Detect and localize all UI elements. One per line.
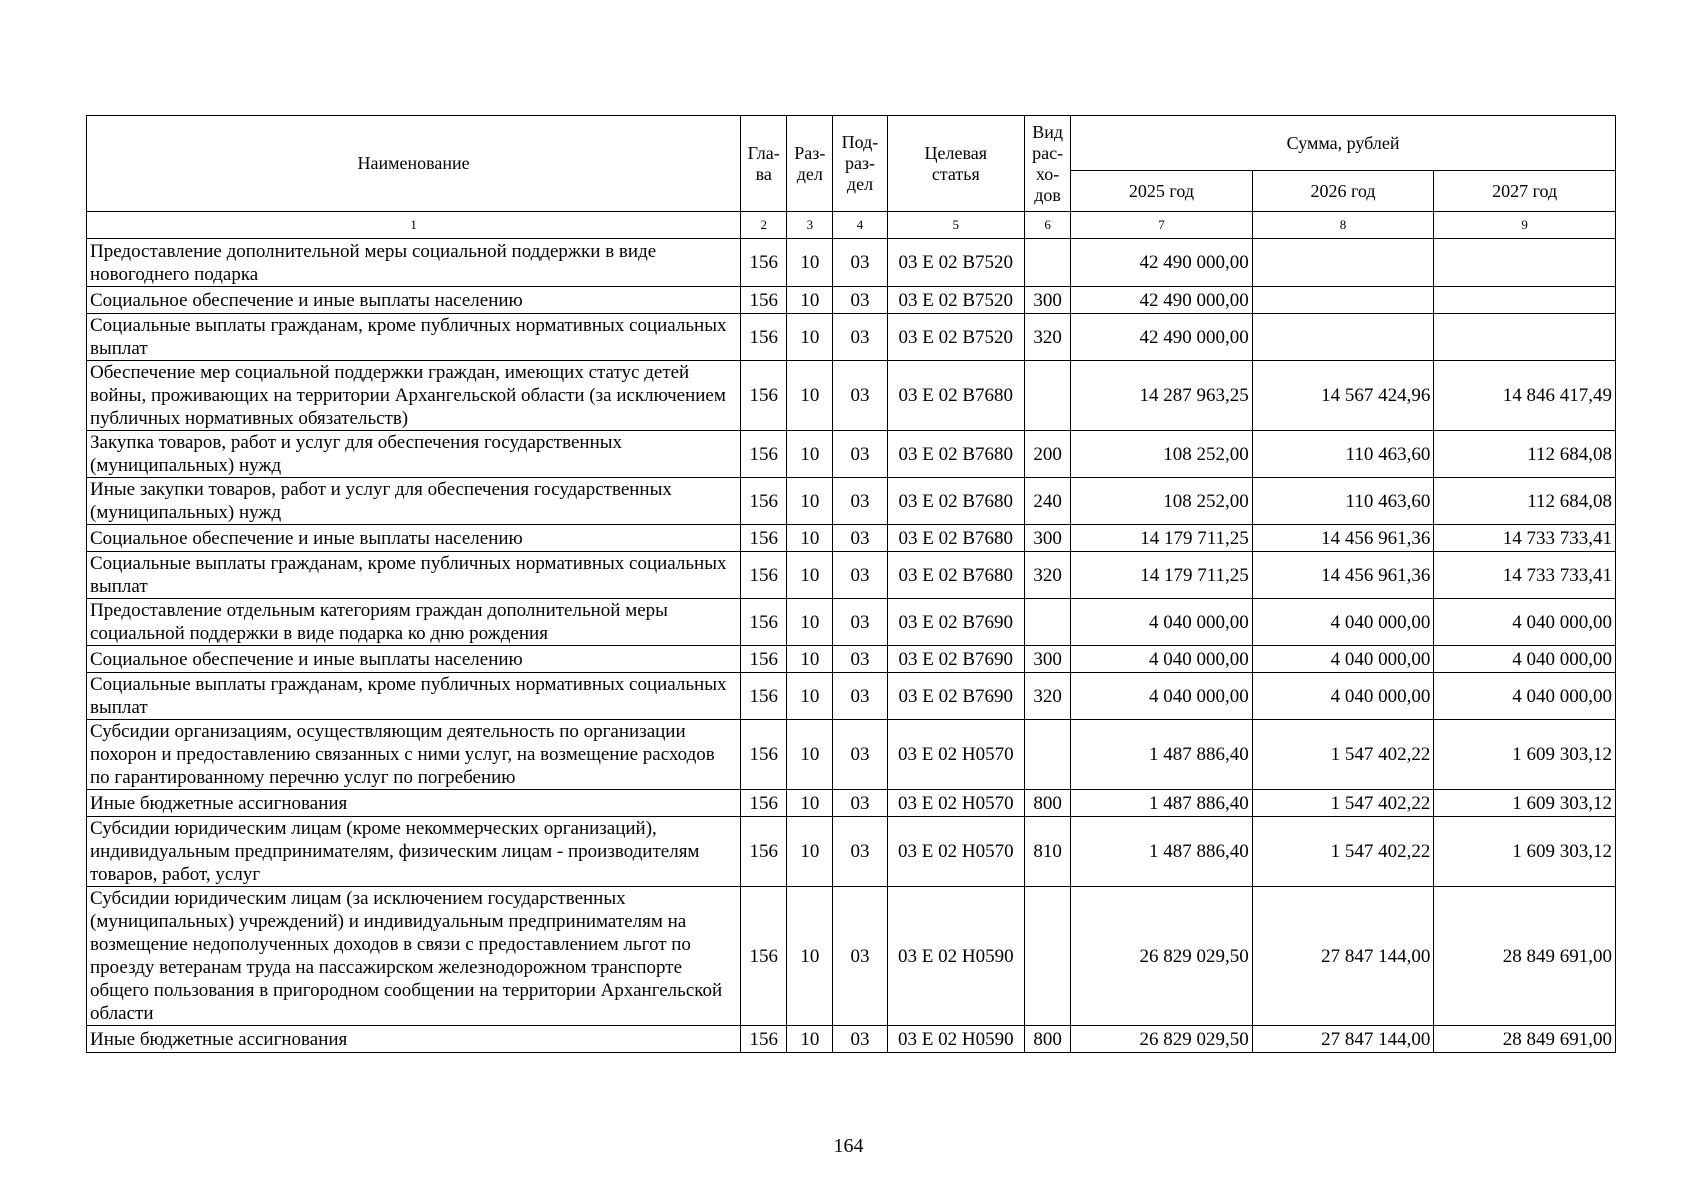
cell-article: 03 Е 02 В7680 bbox=[887, 361, 1024, 431]
cell-subsection: 03 bbox=[833, 673, 887, 720]
cell-article: 03 Е 02 В7690 bbox=[887, 599, 1024, 646]
cell-y2026: 14 456 961,36 bbox=[1252, 525, 1434, 552]
cell-y2025: 26 829 029,50 bbox=[1071, 887, 1253, 1026]
column-number: 4 bbox=[833, 212, 887, 239]
cell-y2026: 27 847 144,00 bbox=[1252, 887, 1434, 1026]
column-number: 3 bbox=[787, 212, 833, 239]
cell-y2025: 4 040 000,00 bbox=[1071, 599, 1253, 646]
cell-y2025: 14 287 963,25 bbox=[1071, 361, 1253, 431]
cell-name: Социальные выплаты гражданам, кроме публичных нормативных социальных выплат bbox=[87, 552, 741, 599]
cell-section: 10 bbox=[787, 817, 833, 887]
cell-y2027 bbox=[1434, 287, 1616, 314]
cell-y2025: 108 252,00 bbox=[1071, 478, 1253, 525]
cell-y2026: 14 456 961,36 bbox=[1252, 552, 1434, 599]
cell-kind bbox=[1025, 599, 1071, 646]
table-row bbox=[87, 673, 1616, 720]
table-row bbox=[87, 287, 1616, 314]
cell-y2027 bbox=[1434, 239, 1616, 287]
cell-kind: 320 bbox=[1025, 673, 1071, 720]
cell-name: Социальное обеспечение и иные выплаты населению bbox=[87, 646, 741, 673]
page-number: 164 bbox=[833, 1135, 864, 1157]
cell-y2026 bbox=[1252, 239, 1434, 287]
cell-y2027: 4 040 000,00 bbox=[1434, 673, 1616, 720]
cell-y2027: 14 733 733,41 bbox=[1434, 552, 1616, 599]
cell-article: 03 Е 02 Н0570 bbox=[887, 720, 1024, 790]
cell-chapter: 156 bbox=[741, 361, 787, 431]
table-row bbox=[87, 790, 1616, 817]
cell-y2026: 1 547 402,22 bbox=[1252, 817, 1434, 887]
cell-kind: 800 bbox=[1025, 1026, 1071, 1053]
cell-subsection: 03 bbox=[833, 478, 887, 525]
column-number: 9 bbox=[1434, 212, 1616, 239]
cell-section: 10 bbox=[787, 720, 833, 790]
cell-article: 03 Е 02 В7520 bbox=[887, 239, 1024, 287]
table-row bbox=[87, 361, 1616, 431]
column-number: 1 bbox=[87, 212, 741, 239]
cell-section: 10 bbox=[787, 478, 833, 525]
cell-y2027: 1 609 303,12 bbox=[1434, 790, 1616, 817]
cell-section: 10 bbox=[787, 431, 833, 478]
cell-y2027 bbox=[1434, 314, 1616, 361]
table-row bbox=[87, 314, 1616, 361]
cell-section: 10 bbox=[787, 361, 833, 431]
cell-y2027: 28 849 691,00 bbox=[1434, 1026, 1616, 1053]
cell-section: 10 bbox=[787, 887, 833, 1026]
cell-y2025: 108 252,00 bbox=[1071, 431, 1253, 478]
cell-article: 03 Е 02 В7680 bbox=[887, 552, 1024, 599]
table-row bbox=[87, 525, 1616, 552]
cell-subsection: 03 bbox=[833, 646, 887, 673]
cell-subsection: 03 bbox=[833, 790, 887, 817]
cell-name: Субсидии организациям, осуществляющим деятельность по организации похорон и предоставлению связанных с ними услуг, на возмещение расходов по гарантированному перечню услуг по погребению bbox=[87, 720, 741, 790]
cell-y2027: 112 684,08 bbox=[1434, 478, 1616, 525]
cell-y2025: 1 487 886,40 bbox=[1071, 817, 1253, 887]
cell-subsection: 03 bbox=[833, 887, 887, 1026]
cell-section: 10 bbox=[787, 314, 833, 361]
cell-y2027: 1 609 303,12 bbox=[1434, 720, 1616, 790]
cell-article: 03 Е 02 В7680 bbox=[887, 478, 1024, 525]
cell-kind bbox=[1025, 239, 1071, 287]
cell-chapter: 156 bbox=[741, 790, 787, 817]
cell-chapter: 156 bbox=[741, 239, 787, 287]
cell-section: 10 bbox=[787, 673, 833, 720]
col-header-amount: Сумма, рублей bbox=[1071, 116, 1616, 171]
cell-article: 03 Е 02 В7520 bbox=[887, 287, 1024, 314]
cell-y2027: 28 849 691,00 bbox=[1434, 887, 1616, 1026]
cell-article: 03 Е 02 В7690 bbox=[887, 673, 1024, 720]
cell-article: 03 Е 02 В7690 bbox=[887, 646, 1024, 673]
cell-kind: 320 bbox=[1025, 314, 1071, 361]
cell-y2025: 14 179 711,25 bbox=[1071, 552, 1253, 599]
cell-name: Социальные выплаты гражданам, кроме публичных нормативных социальных выплат bbox=[87, 314, 741, 361]
cell-name: Предоставление отдельным категориям граждан дополнительной меры социальной поддержки в виде подарка ко дню рождения bbox=[87, 599, 741, 646]
cell-y2025: 1 487 886,40 bbox=[1071, 790, 1253, 817]
cell-kind bbox=[1025, 361, 1071, 431]
cell-article: 03 Е 02 Н0590 bbox=[887, 1026, 1024, 1053]
column-number: 8 bbox=[1252, 212, 1434, 239]
cell-name: Субсидии юридическим лицам (кроме некоммерческих организаций), индивидуальным предпринимателям, физическим лицам - производителям товаров, работ, услуг bbox=[87, 817, 741, 887]
table-body bbox=[87, 212, 1616, 1053]
budget-table bbox=[86, 115, 1616, 1053]
cell-article: 03 Е 02 В7680 bbox=[887, 431, 1024, 478]
cell-subsection: 03 bbox=[833, 1026, 887, 1053]
cell-kind: 800 bbox=[1025, 790, 1071, 817]
column-number: 2 bbox=[741, 212, 787, 239]
col-header-expense-type: Вид рас- хо- дов bbox=[1025, 116, 1071, 212]
col-header-year-2025: 2025 год bbox=[1071, 171, 1253, 212]
table-row bbox=[87, 646, 1616, 673]
cell-y2026: 4 040 000,00 bbox=[1252, 646, 1434, 673]
table-row bbox=[87, 887, 1616, 1026]
cell-section: 10 bbox=[787, 239, 833, 287]
cell-section: 10 bbox=[787, 525, 833, 552]
cell-y2026: 4 040 000,00 bbox=[1252, 599, 1434, 646]
col-header-year-2027: 2027 год bbox=[1434, 171, 1616, 212]
cell-y2025: 14 179 711,25 bbox=[1071, 525, 1253, 552]
table-row bbox=[87, 599, 1616, 646]
cell-y2027: 14 733 733,41 bbox=[1434, 525, 1616, 552]
cell-kind: 300 bbox=[1025, 287, 1071, 314]
cell-name: Социальное обеспечение и иные выплаты населению bbox=[87, 287, 741, 314]
cell-chapter: 156 bbox=[741, 817, 787, 887]
cell-y2027: 4 040 000,00 bbox=[1434, 646, 1616, 673]
cell-kind bbox=[1025, 720, 1071, 790]
col-header-subsection: Под- раз- дел bbox=[833, 116, 887, 212]
cell-subsection: 03 bbox=[833, 525, 887, 552]
cell-kind: 810 bbox=[1025, 817, 1071, 887]
col-header-name: Наименование bbox=[87, 116, 741, 212]
table-row bbox=[87, 552, 1616, 599]
cell-y2026: 27 847 144,00 bbox=[1252, 1026, 1434, 1053]
col-header-chapter: Гла- ва bbox=[741, 116, 787, 212]
cell-y2027: 4 040 000,00 bbox=[1434, 599, 1616, 646]
cell-subsection: 03 bbox=[833, 599, 887, 646]
cell-chapter: 156 bbox=[741, 552, 787, 599]
col-header-target-article: Целевая статья bbox=[887, 116, 1024, 212]
cell-chapter: 156 bbox=[741, 1026, 787, 1053]
cell-kind: 300 bbox=[1025, 646, 1071, 673]
column-number: 5 bbox=[887, 212, 1024, 239]
table-row bbox=[87, 720, 1616, 790]
column-number-row bbox=[87, 212, 1616, 239]
cell-name: Иные бюджетные ассигнования bbox=[87, 790, 741, 817]
cell-y2027: 112 684,08 bbox=[1434, 431, 1616, 478]
cell-chapter: 156 bbox=[741, 525, 787, 552]
cell-name: Социальные выплаты гражданам, кроме публичных нормативных социальных выплат bbox=[87, 673, 741, 720]
cell-y2026: 110 463,60 bbox=[1252, 431, 1434, 478]
cell-y2026: 4 040 000,00 bbox=[1252, 673, 1434, 720]
cell-subsection: 03 bbox=[833, 239, 887, 287]
cell-subsection: 03 bbox=[833, 552, 887, 599]
cell-chapter: 156 bbox=[741, 431, 787, 478]
cell-article: 03 Е 02 Н0570 bbox=[887, 817, 1024, 887]
cell-section: 10 bbox=[787, 552, 833, 599]
cell-y2026 bbox=[1252, 287, 1434, 314]
cell-y2025: 42 490 000,00 bbox=[1071, 239, 1253, 287]
cell-name: Иные закупки товаров, работ и услуг для обеспечения государственных (муниципальных) нужд bbox=[87, 478, 741, 525]
cell-article: 03 Е 02 В7680 bbox=[887, 525, 1024, 552]
cell-y2025: 26 829 029,50 bbox=[1071, 1026, 1253, 1053]
cell-article: 03 Е 02 В7520 bbox=[887, 314, 1024, 361]
cell-y2025: 4 040 000,00 bbox=[1071, 646, 1253, 673]
cell-y2027: 14 846 417,49 bbox=[1434, 361, 1616, 431]
cell-section: 10 bbox=[787, 790, 833, 817]
cell-chapter: 156 bbox=[741, 599, 787, 646]
table-row bbox=[87, 431, 1616, 478]
cell-name: Субсидии юридическим лицам (за исключением государственных (муниципальных) учреждений) и индивидуальным предпринимателям на возмещение недополученных доходов в связи с предоставлением льгот по проезду ветеранам труда на пассажирском железнодорожном транспорте общего пользования в пригородном сообщении на территории Архангельской области bbox=[87, 887, 741, 1026]
cell-kind: 200 bbox=[1025, 431, 1071, 478]
cell-y2025: 1 487 886,40 bbox=[1071, 720, 1253, 790]
cell-y2026: 110 463,60 bbox=[1252, 478, 1434, 525]
cell-y2026 bbox=[1252, 314, 1434, 361]
col-header-section: Раз- дел bbox=[787, 116, 833, 212]
cell-y2025: 42 490 000,00 bbox=[1071, 287, 1253, 314]
table-row bbox=[87, 1026, 1616, 1053]
col-header-year-2026: 2026 год bbox=[1252, 171, 1434, 212]
cell-subsection: 03 bbox=[833, 431, 887, 478]
cell-subsection: 03 bbox=[833, 817, 887, 887]
cell-section: 10 bbox=[787, 287, 833, 314]
cell-y2026: 1 547 402,22 bbox=[1252, 790, 1434, 817]
cell-chapter: 156 bbox=[741, 887, 787, 1026]
cell-kind: 240 bbox=[1025, 478, 1071, 525]
cell-y2027: 1 609 303,12 bbox=[1434, 817, 1616, 887]
cell-chapter: 156 bbox=[741, 478, 787, 525]
cell-subsection: 03 bbox=[833, 287, 887, 314]
cell-section: 10 bbox=[787, 599, 833, 646]
cell-y2026: 1 547 402,22 bbox=[1252, 720, 1434, 790]
cell-article: 03 Е 02 Н0590 bbox=[887, 887, 1024, 1026]
cell-chapter: 156 bbox=[741, 646, 787, 673]
cell-chapter: 156 bbox=[741, 720, 787, 790]
cell-y2025: 4 040 000,00 bbox=[1071, 673, 1253, 720]
table-row bbox=[87, 478, 1616, 525]
cell-kind: 300 bbox=[1025, 525, 1071, 552]
cell-subsection: 03 bbox=[833, 720, 887, 790]
cell-name: Закупка товаров, работ и услуг для обеспечения государственных (муниципальных) нужд bbox=[87, 431, 741, 478]
column-number: 6 bbox=[1025, 212, 1071, 239]
cell-subsection: 03 bbox=[833, 314, 887, 361]
cell-chapter: 156 bbox=[741, 287, 787, 314]
cell-section: 10 bbox=[787, 646, 833, 673]
cell-subsection: 03 bbox=[833, 361, 887, 431]
column-number: 7 bbox=[1071, 212, 1253, 239]
cell-article: 03 Е 02 Н0570 bbox=[887, 790, 1024, 817]
cell-name: Иные бюджетные ассигнования bbox=[87, 1026, 741, 1053]
cell-chapter: 156 bbox=[741, 673, 787, 720]
cell-section: 10 bbox=[787, 1026, 833, 1053]
table-row bbox=[87, 239, 1616, 287]
cell-chapter: 156 bbox=[741, 314, 787, 361]
table-row bbox=[87, 817, 1616, 887]
cell-kind bbox=[1025, 887, 1071, 1026]
cell-y2026: 14 567 424,96 bbox=[1252, 361, 1434, 431]
cell-y2025: 42 490 000,00 bbox=[1071, 314, 1253, 361]
cell-kind: 320 bbox=[1025, 552, 1071, 599]
cell-name: Предоставление дополнительной меры социальной поддержки в виде новогоднего подарка bbox=[87, 239, 741, 287]
cell-name: Социальное обеспечение и иные выплаты населению bbox=[87, 525, 741, 552]
cell-name: Обеспечение мер социальной поддержки граждан, имеющих статус детей войны, проживающих на территории Архангельской области (за исключением публичных нормативных обязательств) bbox=[87, 361, 741, 431]
